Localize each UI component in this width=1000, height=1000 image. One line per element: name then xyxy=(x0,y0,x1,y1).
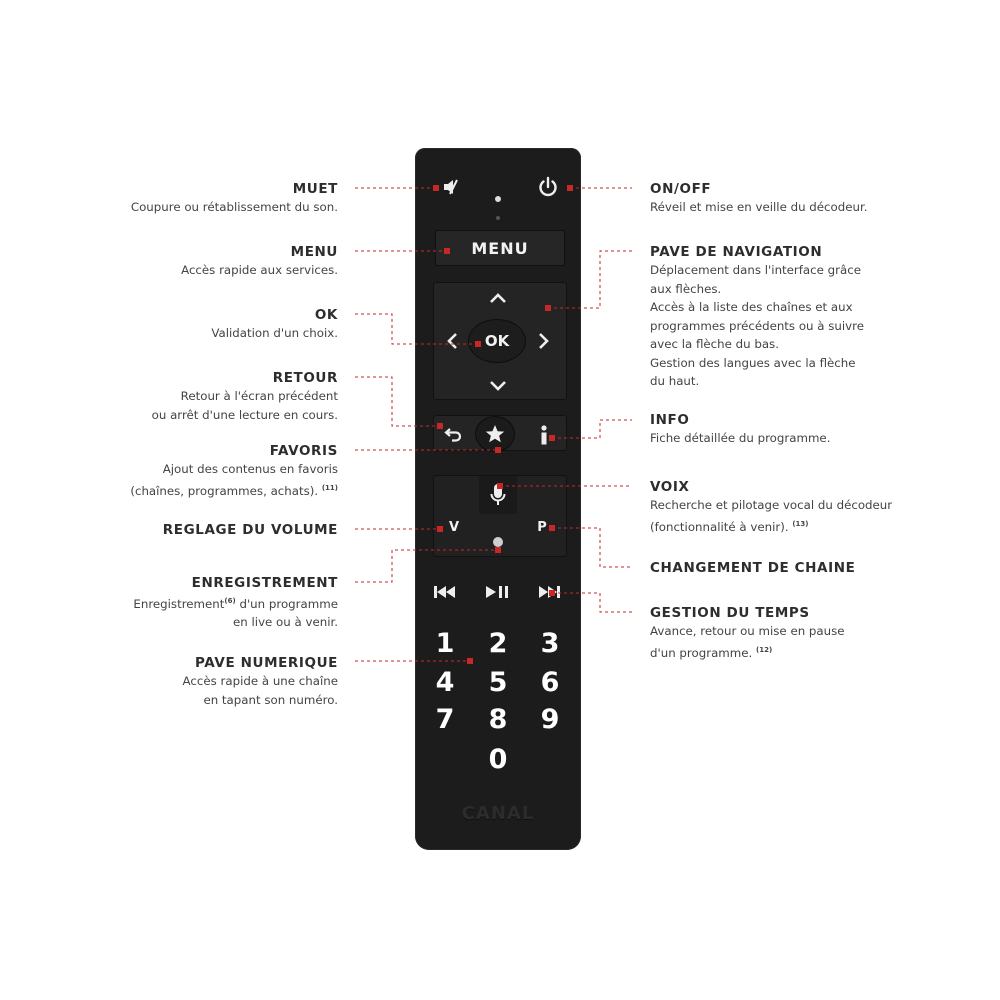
footnote: (6) xyxy=(224,597,236,605)
menu-button[interactable]: MENU xyxy=(435,230,565,266)
label-desc: Réveil et mise en veille du décodeur. xyxy=(650,200,868,214)
label-desc: Fiche détaillée du programme. xyxy=(650,431,831,445)
footnote: (11) xyxy=(321,483,338,492)
label-desc: Accès à la liste des chaînes et aux xyxy=(650,300,853,314)
label-desc: Coupure ou rétablissement du son. xyxy=(130,200,338,214)
label-desc: Ajout des contenus en favoris xyxy=(162,462,338,476)
digit-1-button[interactable]: 1 xyxy=(435,628,455,659)
digit-2-button[interactable]: 2 xyxy=(488,628,508,659)
label-desc: en live ou à venir. xyxy=(233,615,338,630)
label-title: PAVE NUMERIQUE xyxy=(195,655,338,671)
label-desc: Avance, retour ou mise en pause xyxy=(650,624,845,638)
label-desc: Accès rapide aux services. xyxy=(181,263,338,277)
label-title: GESTION DU TEMPS xyxy=(650,605,810,621)
label-title: VOIX xyxy=(650,479,690,495)
ok-button[interactable]: OK xyxy=(468,319,526,363)
label-desc: Gestion des langues avec la flèche xyxy=(650,355,856,370)
label-title: PAVE DE NAVIGATION xyxy=(650,244,823,260)
label-desc: Retour à l'écran précédent xyxy=(180,389,338,403)
brand-logo: CANAL xyxy=(461,803,535,824)
label-title: ON/OFF xyxy=(650,181,712,197)
label-desc: programmes précédents ou à suivre xyxy=(650,318,864,333)
digit-7-button[interactable]: 7 xyxy=(435,704,455,735)
label-desc-text: (fonctionnalité à venir). xyxy=(650,519,789,534)
label-title: OK xyxy=(314,307,338,323)
digit-5-button[interactable]: 5 xyxy=(488,667,508,698)
label-desc: Recherche et pilotage vocal du décodeur xyxy=(650,498,893,512)
label-title: REGLAGE DU VOLUME xyxy=(162,522,338,538)
digit-8-button[interactable]: 8 xyxy=(488,704,508,735)
footnote: (12) xyxy=(756,645,773,654)
label-desc: ou arrêt d'une lecture en cours. xyxy=(151,407,338,422)
label-desc: avec la flèche du bas. xyxy=(650,337,779,351)
digit-9-button[interactable]: 9 xyxy=(540,704,560,735)
label-desc: Validation d'un choix. xyxy=(211,326,338,340)
digit-4-button[interactable]: 4 xyxy=(435,667,455,698)
label-title: ENREGISTREMENT xyxy=(191,575,338,591)
label-title: FAVORIS xyxy=(269,443,338,459)
label-desc-text: Enregistrement xyxy=(133,596,225,611)
label-desc: aux flèches. xyxy=(650,281,722,296)
label-title: MENU xyxy=(290,244,338,260)
digit-6-button[interactable]: 6 xyxy=(540,667,560,698)
label-desc-text: d'un programme xyxy=(235,596,338,611)
label-desc: Accès rapide à une chaîne xyxy=(182,674,338,688)
footnote: (13) xyxy=(792,519,809,528)
label-title: INFO xyxy=(650,412,690,428)
label-title: RETOUR xyxy=(272,370,338,386)
label-desc-text: (chaînes, programmes, achats). xyxy=(130,483,319,498)
label-desc: du haut. xyxy=(650,374,700,388)
label-desc-text: d'un programme. xyxy=(650,645,753,660)
label-desc: en tapant son numéro. xyxy=(203,692,338,707)
digit-3-button[interactable]: 3 xyxy=(540,628,560,659)
program-button[interactable]: P xyxy=(537,519,547,535)
digit-0-button[interactable]: 0 xyxy=(488,744,508,775)
label-desc: Déplacement dans l'interface grâce xyxy=(650,263,861,277)
label-title: MUET xyxy=(292,181,338,197)
label-title: CHANGEMENT DE CHAINE xyxy=(650,560,856,576)
volume-button[interactable]: V xyxy=(448,519,460,535)
